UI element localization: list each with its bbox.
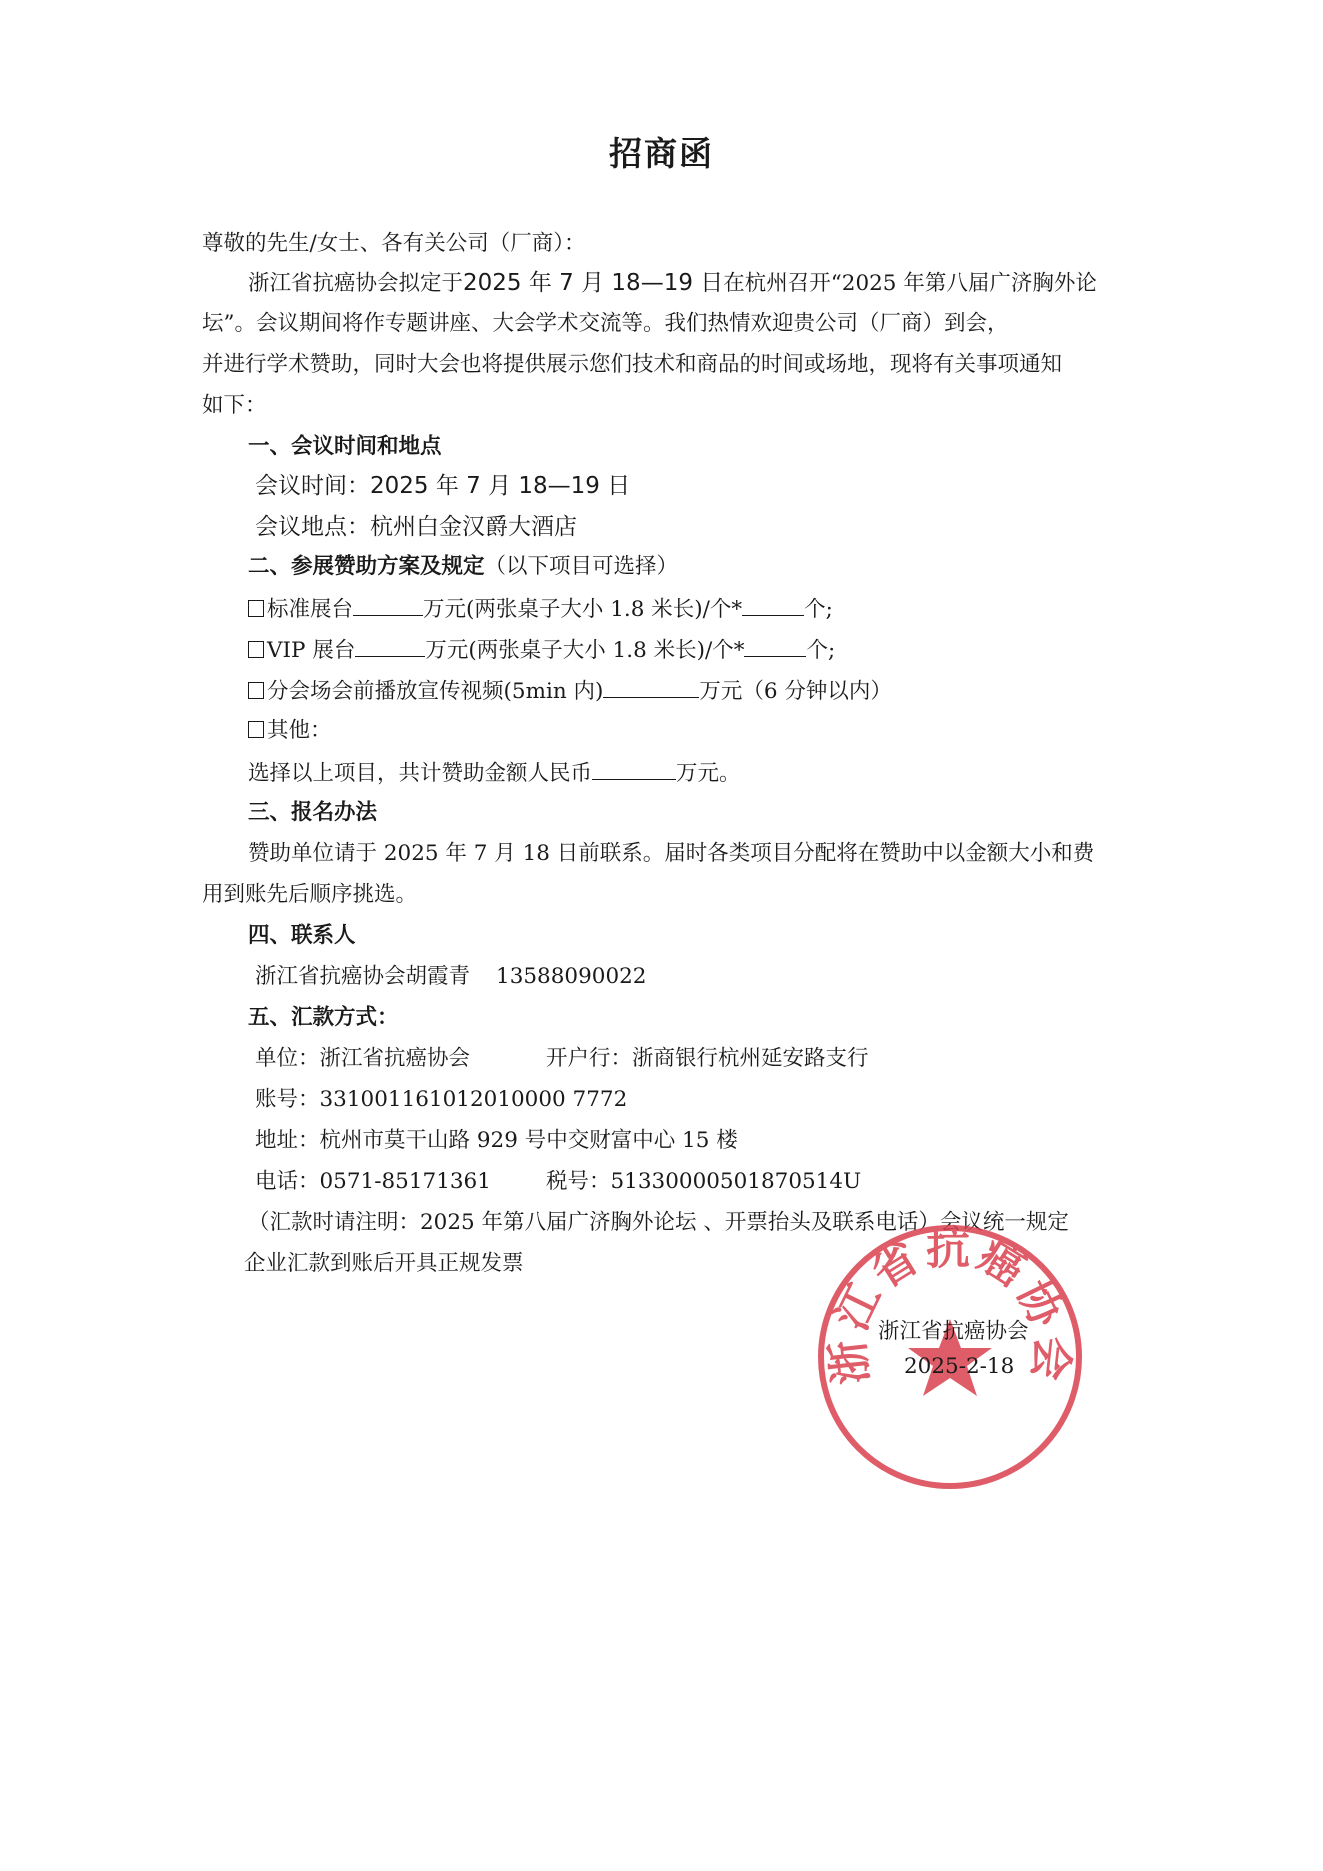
- intro-line-1: [248, 268, 1097, 299]
- checkbox-icon[interactable]: [248, 682, 264, 699]
- quantity-blank[interactable]: [742, 593, 804, 616]
- remit-address: 地址：杭州市莫干山路 929 号中交财富中心 15 楼: [255, 1128, 738, 1153]
- contact-name: 浙江省抗癌协会胡霞青: [255, 964, 471, 989]
- checkbox-icon[interactable]: [248, 600, 264, 617]
- meeting-time-value: 2025 年 7 月 18—19 日: [370, 473, 631, 499]
- intro-text: 在杭州召开“2025 年第八届广济胸外论: [723, 271, 1097, 296]
- remit-unit: 单位：浙江省抗癌协会: [255, 1046, 471, 1071]
- quantity-blank[interactable]: [744, 634, 806, 657]
- registration-line-2: 用到账先后顺序挑选。: [202, 882, 418, 907]
- option-other: [248, 716, 332, 746]
- intro-date: 2025 年 7 月 18—19 日: [463, 270, 724, 296]
- section-heading-5: 五、汇款方式：: [248, 1005, 399, 1030]
- sponsor-total-text: 选择以上项目，共计赞助金额人民币: [248, 761, 593, 786]
- signature-org: 浙江省抗癌协会: [878, 1319, 1029, 1344]
- signature-date: 2025-2-18: [904, 1354, 1015, 1379]
- meeting-place-value: 杭州白金汉爵大酒店: [370, 514, 577, 540]
- amount-blank[interactable]: [355, 634, 425, 657]
- meeting-time: [255, 471, 630, 501]
- meeting-place: [255, 512, 577, 542]
- option-vip-booth: [248, 634, 835, 666]
- option-label: 标准展台: [267, 597, 354, 622]
- option-label: 分会场会前播放宣传视频(5min 内): [267, 679, 604, 704]
- page-title: 招商函: [609, 134, 714, 173]
- intro-line-4: 如下：: [202, 393, 267, 418]
- section-heading-3: 三、报名办法: [248, 800, 378, 825]
- amount-blank[interactable]: [353, 593, 423, 616]
- option-standard-booth: [248, 593, 833, 625]
- remit-tax-id: 税号：51330000501870514U: [546, 1169, 862, 1194]
- option-unit: 万元(两张桌子大小 1.8 米长)/个*: [425, 638, 745, 663]
- option-label: 其他：: [267, 718, 332, 743]
- amount-blank[interactable]: [603, 675, 699, 698]
- section-heading-4: 四、联系人: [248, 923, 356, 948]
- remit-bank: 开户行：浙商银行杭州延安路支行: [546, 1046, 869, 1071]
- section-heading-2-note: （以下项目可选择）: [484, 554, 679, 579]
- remit-note-1: （汇款时请注明：2025 年第八届广济胸外论坛 、开票抬头及联系电话）会议统一规定: [248, 1210, 1069, 1235]
- registration-line-1: 赞助单位请于 2025 年 7 月 18 日前联系。届时各类项目分配将在赞助中以金额大小和费: [248, 841, 1095, 866]
- contact-phone: 13588090022: [496, 964, 647, 989]
- intro-text: 浙江省抗癌协会拟定于: [248, 271, 464, 296]
- checkbox-icon[interactable]: [248, 721, 264, 738]
- remit-account: 账号：331001161012010000 7772: [255, 1087, 628, 1112]
- section-heading-2: [248, 552, 678, 582]
- option-label: VIP 展台: [267, 638, 356, 663]
- section-heading-1: 一、会议时间和地点: [248, 434, 442, 459]
- option-suffix: 个;: [806, 638, 836, 663]
- checkbox-icon[interactable]: [248, 641, 264, 658]
- section-heading-2-title: 二、参展赞助方案及规定: [248, 554, 485, 579]
- intro-line-2: 坛”。会议期间将作专题讲座、大会学术交流等。我们热情欢迎贵公司（厂商）到会，: [202, 311, 1009, 336]
- intro-line-3: 并进行学术赞助，同时大会也将提供展示您们技术和商品的时间或场地，现将有关事项通知: [202, 352, 1063, 377]
- option-suffix: 个;: [804, 597, 833, 622]
- seal-text: 浙江省抗癌协会: [822, 1223, 1078, 1387]
- option-unit: 万元(两张桌子大小 1.8 米长)/个*: [423, 597, 743, 622]
- salutation: 尊敬的先生/女士、各有关公司（厂商）：: [202, 231, 586, 256]
- remit-note-2: 企业汇款到账后开具正规发票: [244, 1251, 524, 1276]
- option-unit: 万元（6 分钟以内）: [699, 679, 892, 704]
- total-amount-blank[interactable]: [592, 757, 676, 780]
- sponsor-total: [248, 757, 741, 789]
- meeting-place-label: 会议地点：: [255, 514, 370, 540]
- option-promo-video: [248, 675, 892, 707]
- sponsor-total-unit: 万元。: [676, 761, 741, 786]
- contact-person: [255, 962, 646, 992]
- remit-tel: 电话：0571-85171361: [255, 1169, 491, 1194]
- meeting-time-label: 会议时间：: [255, 473, 370, 499]
